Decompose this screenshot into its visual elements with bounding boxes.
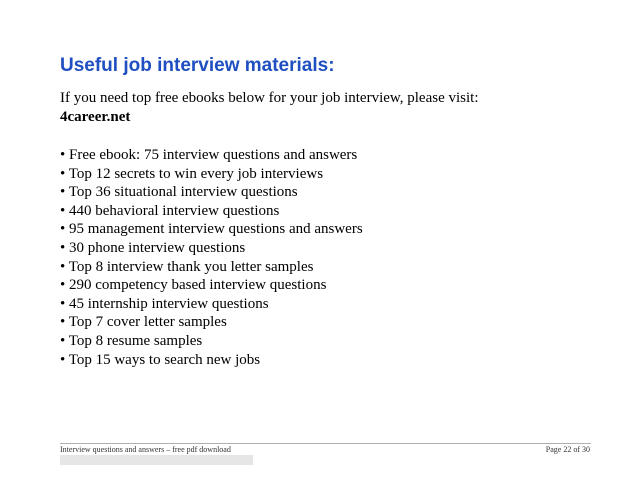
footer-left-text: Interview questions and answers – free pdf download xyxy=(60,445,231,454)
list-item: • Top 12 secrets to win every job interviews xyxy=(60,165,324,182)
list-item: • Free ebook: 75 interview questions and answers xyxy=(60,147,358,163)
list-item: • Top 7 cover letter samples xyxy=(60,314,227,331)
list-item: • Top 15 ways to search new jobs xyxy=(60,351,261,368)
list-item: • Top 8 interview thank you letter samples xyxy=(60,258,314,275)
list-item: • 290 competency based interview questions xyxy=(60,277,327,294)
materials-list xyxy=(60,146,363,369)
list-item: • 440 behavioral interview questions xyxy=(60,202,280,219)
footer-shade xyxy=(60,455,253,465)
page-number: Page 22 of 30 xyxy=(545,445,590,454)
list-item: • 45 internship interview questions xyxy=(60,295,269,312)
list-item: • 95 management interview questions and answers xyxy=(60,221,363,238)
list-item: • 30 phone interview questions xyxy=(60,239,246,256)
list-item: • Top 36 situational interview questions xyxy=(60,184,298,201)
intro-text: If you need top free ebooks below for your job interview, please visit: xyxy=(60,90,479,106)
site-name: 4career.net xyxy=(60,109,131,125)
page-heading: Useful job interview materials: xyxy=(60,55,335,76)
list-item: • Top 8 resume samples xyxy=(60,332,203,349)
